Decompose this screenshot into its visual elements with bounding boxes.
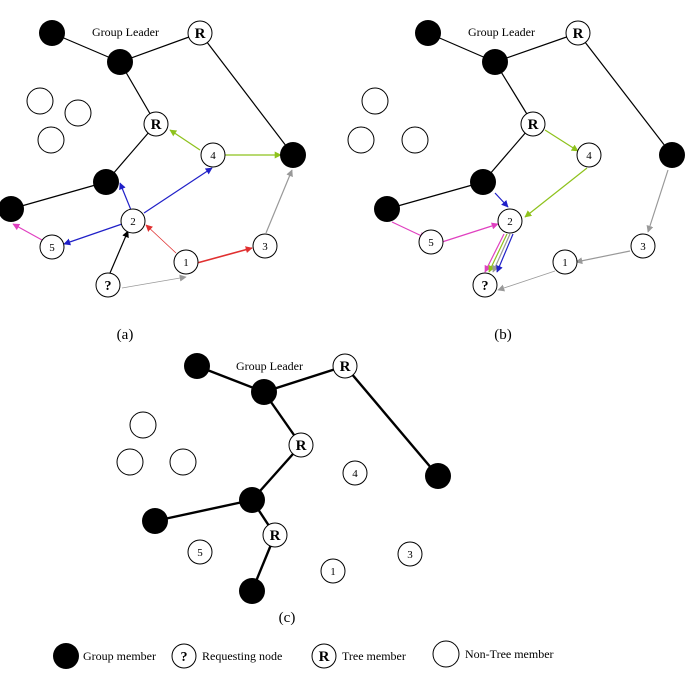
group-leader-label: Group Leader bbox=[468, 25, 535, 39]
non-tree-member-node bbox=[38, 127, 64, 153]
legend-non-tree-symbol bbox=[433, 641, 459, 667]
group-leader-label: Group Leader bbox=[92, 25, 159, 39]
group-member-node bbox=[107, 49, 133, 75]
non-tree-member-node bbox=[27, 88, 53, 114]
legend bbox=[53, 641, 554, 669]
node-number: 4 bbox=[210, 150, 216, 162]
tree-member-mark: R bbox=[318, 649, 330, 665]
non-tree-member-node bbox=[65, 100, 91, 126]
requesting-mark: ? bbox=[481, 279, 489, 294]
node-number: 1 bbox=[330, 566, 336, 578]
node-number: 5 bbox=[197, 547, 203, 559]
group-member-node bbox=[93, 169, 119, 195]
tree-member-mark: R bbox=[194, 26, 206, 42]
group-leader-label: Group Leader bbox=[236, 359, 303, 373]
legend-label: Tree member bbox=[342, 649, 406, 663]
tree-member-mark: R bbox=[269, 528, 281, 544]
non-tree-member-node bbox=[402, 127, 428, 153]
panel-c-numbered-nodes bbox=[188, 461, 422, 583]
panel-caption: (b) bbox=[494, 327, 512, 343]
panel-c-tree-members bbox=[263, 354, 357, 547]
node-number: 5 bbox=[428, 237, 434, 249]
panel-a bbox=[0, 20, 306, 343]
panel-b-empty-nodes bbox=[348, 88, 428, 153]
node-number: 3 bbox=[640, 241, 646, 253]
node-number: 5 bbox=[49, 242, 55, 254]
tree-member-mark: R bbox=[339, 359, 351, 375]
panel-a-empty-nodes bbox=[27, 88, 91, 153]
group-member-node bbox=[0, 196, 24, 222]
panel-b-numbered-nodes bbox=[419, 143, 655, 274]
group-member-node bbox=[415, 20, 441, 46]
legend-group-member-symbol bbox=[53, 643, 79, 669]
panel-c bbox=[117, 353, 451, 626]
panel-b-arrows bbox=[392, 130, 668, 290]
node-number: 3 bbox=[407, 549, 413, 561]
tree-member-mark: R bbox=[150, 117, 162, 133]
node-number: 4 bbox=[352, 468, 358, 480]
group-member-node bbox=[142, 508, 168, 534]
group-member-node bbox=[280, 142, 306, 168]
group-member-node bbox=[659, 142, 685, 168]
tree-member-mark: R bbox=[572, 26, 584, 42]
tree-member-mark: R bbox=[527, 117, 539, 133]
requesting-mark: ? bbox=[180, 650, 188, 665]
node-number: 2 bbox=[507, 216, 513, 228]
group-member-node bbox=[425, 463, 451, 489]
panel-caption: (a) bbox=[116, 327, 134, 343]
panel-caption: (c) bbox=[278, 610, 296, 626]
panel-a-numbered-nodes bbox=[40, 143, 277, 274]
panel-c-empty-nodes bbox=[117, 412, 196, 475]
panel-b bbox=[348, 20, 685, 343]
panel-a-arrows bbox=[13, 130, 292, 288]
node-number: 3 bbox=[262, 241, 268, 253]
panel-c-group-members bbox=[142, 353, 451, 604]
tree-member-mark: R bbox=[295, 438, 307, 454]
node-number: 4 bbox=[586, 150, 592, 162]
group-member-node bbox=[251, 379, 277, 405]
non-tree-member-node bbox=[362, 88, 388, 114]
group-member-node bbox=[470, 169, 496, 195]
legend-label: Group member bbox=[83, 649, 156, 663]
non-tree-member-node bbox=[348, 127, 374, 153]
node-number: 1 bbox=[183, 257, 189, 269]
group-member-node bbox=[239, 487, 265, 513]
group-member-node bbox=[239, 578, 265, 604]
non-tree-member-node bbox=[170, 449, 196, 475]
node-number: 2 bbox=[130, 216, 136, 228]
node-number: 1 bbox=[562, 257, 568, 269]
requesting-mark: ? bbox=[104, 279, 112, 294]
non-tree-member-node bbox=[117, 449, 143, 475]
non-tree-member-node bbox=[130, 412, 156, 438]
group-member-node bbox=[184, 353, 210, 379]
legend-label: Non-Tree member bbox=[465, 647, 554, 661]
group-member-node bbox=[482, 49, 508, 75]
group-member-node bbox=[374, 196, 400, 222]
group-member-node bbox=[39, 20, 65, 46]
legend-label: Requesting node bbox=[202, 649, 283, 663]
